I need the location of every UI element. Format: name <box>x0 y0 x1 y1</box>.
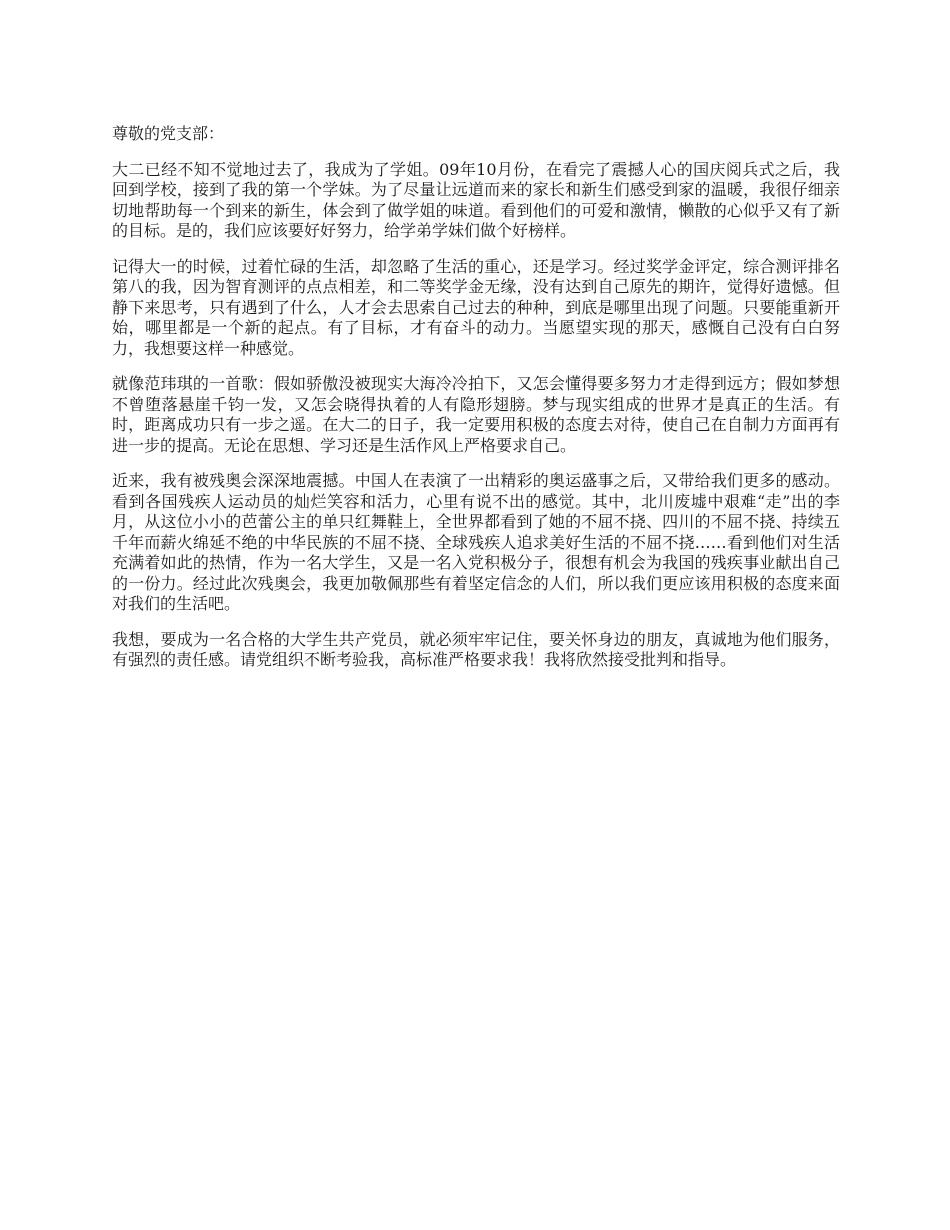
letter-paragraph: 大二已经不知不觉地过去了，我成为了学姐。09年10月份，在看完了震撼人心的国庆阅兵式之后，我回到学校，接到了我的第一个学妹。为了尽量让远道而来的家长和新生们感受到家的温暖，我很仔细亲切地帮助每一个到来的新生，体会到了做学姐的味道。看到他们的可爱和激情，懒散的心似乎又有了新的目标。是的，我们应该要好好努力，给学弟学妹们做个好榜样。 <box>112 159 840 240</box>
letter-paragraph: 近来，我有被残奥会深深地震撼。中国人在表演了一出精彩的奥运盛事之后，又带给我们更多的感动。看到各国残疾人运动员的灿烂笑容和活力，心里有说不出的感觉。其中，北川废墟中艰难“走”出的李月，从这位小小的芭蕾公主的单只红舞鞋上，全世界都看到了她的不屈不挠、四川的不屈不挠、持续五千年而薪火绵延不绝的中华民族的不屈不挠、全球残疾人追求美好生活的不屈不挠……看到他们对生活充满着如此的热情，作为一名大学生，又是一名入党积极分子，很想有机会为我国的残疾事业献出自己的一份力。经过此次残奥会，我更加敬佩那些有着坚定信念的人们，所以我们更应该用积极的态度来面对我们的生活吧。 <box>112 471 840 613</box>
letter-body <box>112 124 840 686</box>
letter-paragraph: 我想，要成为一名合格的大学生共产党员，就必须牢牢记住，要关怀身边的朋友，真诚地为他们服务，有强烈的责任感。请党组织不断考验我，高标准严格要求我！我将欣然接受批判和指导。 <box>112 629 840 669</box>
letter-paragraph: 记得大一的时候，过着忙碌的生活，却忽略了生活的重心，还是学习。经过奖学金评定，综合测评排名第八的我，因为智育测评的点点相差，和二等奖学金无缘，没有达到自己原先的期许，觉得好遗憾。但静下来思考，只有遇到了什么，人才会去思索自己过去的种种，到底是哪里出现了问题。只要能重新开始，哪里都是一个新的起点。有了目标，才有奋斗的动力。当愿望实现的那天，感慨自己没有白白努力，我想要这样一种感觉。 <box>112 256 840 358</box>
letter-paragraph: 就像范玮琪的一首歌：假如骄傲没被现实大海冷冷拍下，又怎会懂得要多努力才走得到远方；假如梦想不曾堕落悬崖千钧一发，又怎会晓得执着的人有隐形翅膀。梦与现实组成的世界才是真正的生活。有时，距离成功只有一步之遥。在大二的日子，我一定要用积极的态度去对待，使自己在自制力方面再有进一步的提高。无论在思想、学习还是生活作风上严格要求自己。 <box>112 374 840 455</box>
letter-salutation: 尊敬的党支部： <box>112 124 225 143</box>
